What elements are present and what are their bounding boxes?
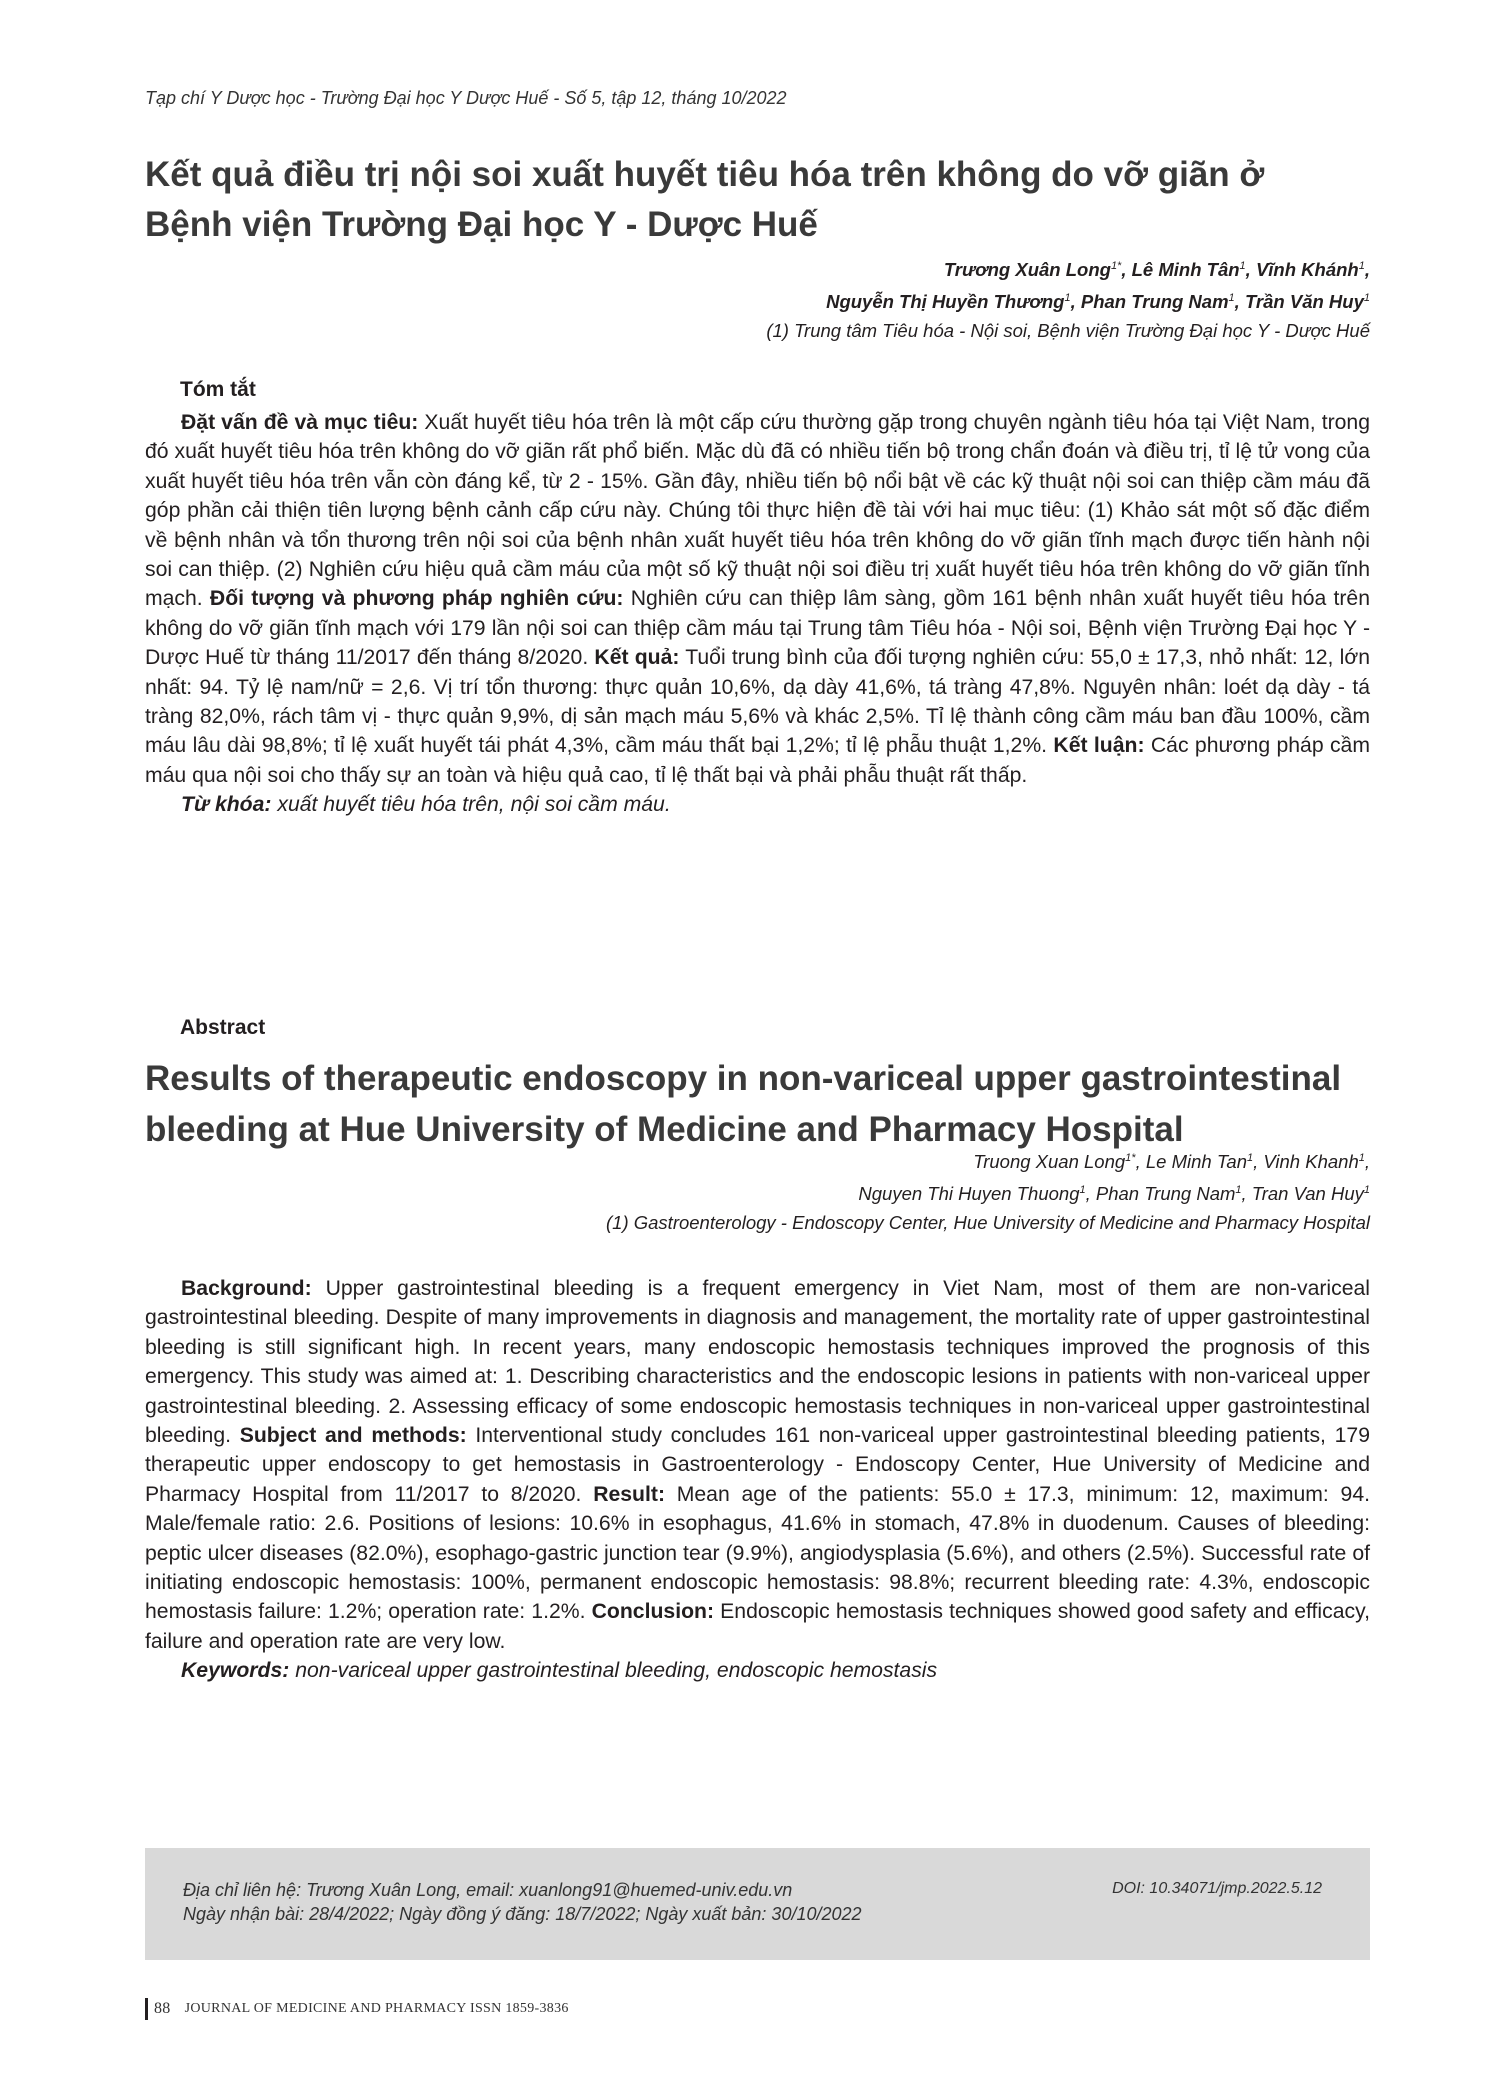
background-text: Upper gastrointestinal bleeding is a frequent emergency in Viet Nam, most of them are non-variceal gastrointestinal bleeding. Despite of many improvements in diagnosis and management, the mortality rate of upper gastrointestinal bleeding is still significant high. In recent years, many endoscopic hemostasis techniques improved the prognosis of this emergency. This study was aimed at: 1. Describing characteristics and the endoscopic lesions in patients with non-variceal upper gastrointestinal bleeding. 2. Assessing efficacy of some endoscopic hemostasis techniques in non-variceal upper gastrointestinal bleeding. <box>145 1277 1370 1448</box>
results-text: Mean age of the patients: 55.0 ± 17.3, minimum: 12, maximum: 94. Male/female ratio: 2.6. Positions of lesions: 10.6% in esophagus, 41.6% in stomach, 47.8% in duodenum. Causes of bleeding: peptic ulcer diseases (82.0%), esophago-gastric junction tear (9.9%), angiodysplasia (5.6%), and others (2.5%). Successful rate of initiating endoscopic hemostasis: 100%, permanent endoscopic hemostasis: 98.8%; recurrent bleeding rate: 4.3%, endoscopic hemostasis failure: 1.2%; operation rate: 1.2%. <box>145 1482 1370 1624</box>
author-affiliation-mark: 1 <box>1235 1184 1242 1197</box>
author-name: Lê Minh Tân <box>1131 259 1240 281</box>
author-line: Nguyen Thi Huyen Thuong$^1$, Phan Trung Nam$^1$, Tran Van Huy$^1$ <box>858 1183 1370 1205</box>
affiliation: (1) Gastroenterology - Endoscopy Center, Hue University of Medicine and Pharmacy Hospital <box>606 1212 1370 1234</box>
author-name: Phan Trung Nam <box>1080 291 1229 313</box>
keywords-label: Từ khóa: <box>181 793 272 817</box>
keywords-line <box>145 790 1370 819</box>
author-name: Vĩnh Khánh <box>1255 259 1359 281</box>
author-line: Nguyễn Thị Huyền Thương$^1$, Phan Trung Nam$^1$, Trần Văn Huy$^1$ <box>826 291 1370 313</box>
author-name: Trần Văn Huy <box>1244 291 1364 313</box>
author-name: Phan Trung Nam <box>1095 1183 1236 1205</box>
footer-divider <box>145 1998 148 2020</box>
author-name: Tran Van Huy <box>1251 1183 1364 1205</box>
conclusion-label: Kết luận: <box>1053 734 1145 758</box>
author-affiliation-mark: 1 <box>1363 1184 1370 1197</box>
conclusion-text: Các phương pháp cầm máu qua nội soi cho thấy sự an toàn và hiệu quả cao, tỉ lệ thất bại và phải phẫu thuật rất thấp. <box>145 734 1370 787</box>
page-footer <box>145 1998 569 2020</box>
author-affiliation-mark: 1 <box>1239 260 1246 272</box>
title-line: Kết quả điều trị nội soi xuất huyết tiêu hóa trên không do vỡ giãn ở <box>145 155 1265 194</box>
author-affiliation-mark: 1 <box>1363 292 1370 305</box>
author-name: Le Minh Tan <box>1145 1151 1247 1173</box>
background-text: Xuất huyết tiêu hóa trên là một cấp cứu thường gặp trong chuyên ngành tiêu hóa tại Việt Nam, trong đó xuất huyết tiêu hóa trên không do vỡ giãn rất phổ biến. Mặc dù đã có nhiều tiến bộ trong chẩn đoán và điều trị, tỉ lệ tử vong của xuất huyết tiêu hóa trên vẫn còn đáng kể, từ 2 - 15%. Gần đây, nhiều tiến bộ nổi bật về các kỹ thuật nội soi can thiệp cầm máu đã góp phần cải thiện tiên lượng bệnh cảnh cấp cứu này. Chúng tôi thực hiện đề tài với hai mục tiêu: (1) Khảo sát một số đặc điểm về bệnh nhân và tổn thương trên nội soi của bệnh nhân xuất huyết tiêu hóa trên không do vỡ giãn tĩnh mạch được tiến hành nội soi can thiệp. (2) Nghiên cứu hiệu quả cầm máu của một số kỹ thuật nội soi điều trị xuất huyết tiêu hóa trên không do vỡ giãn tĩnh mạch. <box>145 411 1370 611</box>
abstract-heading: Abstract <box>180 1016 266 1039</box>
author-name: Nguyễn Thị Huyền Thương <box>826 291 1065 313</box>
author-affiliation-mark: 1* <box>1110 260 1122 272</box>
authors-vietnamese <box>766 252 1370 345</box>
journal-header: Tạp chí Y Dược học - Trường Đại học Y Dược Huế - Số 5, tập 12, tháng 10/2022 <box>145 88 787 108</box>
article-title-english <box>145 1053 1370 1155</box>
author-name: Trương Xuân Long <box>943 259 1111 281</box>
summary-body <box>145 408 1370 820</box>
author-affiliation-mark: 1 <box>1079 1184 1086 1197</box>
author-name: Nguyen Thi Huyen Thuong <box>858 1183 1080 1205</box>
abstract-body <box>145 1274 1370 1686</box>
affiliation: (1) Trung tâm Tiêu hóa - Nội soi, Bệnh viện Trường Đại học Y - Dược Huế <box>766 320 1370 342</box>
summary-heading: Tóm tắt <box>180 378 256 401</box>
methods-label: Subject and methods: <box>239 1424 467 1448</box>
methods-text: Interventional study concludes 161 non-variceal upper gastrointestinal bleeding patients, 179 therapeutic upper endoscopy to get hemostasis in Gastroenterology - Endoscopy Center, Hue University of Medicine and Pharmacy Hospital from 11/2017 to 8/2020. <box>145 1424 1371 1506</box>
conclusion-label: Conclusion: <box>591 1600 715 1624</box>
journal-name: JOURNAL OF MEDICINE AND PHARMACY ISSN 1859-3836 <box>184 2001 569 2016</box>
author-affiliation-mark: 1 <box>1228 292 1235 305</box>
results-label: Result: <box>593 1482 665 1506</box>
background-label: Đặt vấn đề và mục tiêu: <box>181 411 419 434</box>
author-name: Vinh Khanh <box>1263 1151 1359 1173</box>
author-affiliation-mark: 1* <box>1125 1152 1136 1164</box>
author-affiliation-mark: 1 <box>1064 292 1071 305</box>
keywords-line <box>145 1656 1370 1685</box>
results-label: Kết quả: <box>594 646 680 670</box>
author-affiliation-mark: 1 <box>1247 1152 1254 1164</box>
author-line: Truong Xuan Long$^{1*}$, Le Minh Tan$^1$, Vinh Khanh$^1$, <box>973 1151 1370 1173</box>
authors-english <box>606 1144 1370 1237</box>
keywords-label: Keywords: <box>181 1659 290 1683</box>
contact-box <box>145 1848 1370 1960</box>
publication-dates: Ngày nhận bài: 28/4/2022; Ngày đồng ý đăng: 18/7/2022; Ngày xuất bản: 30/10/2022 <box>183 1904 862 1924</box>
author-name: Truong Xuan Long <box>973 1151 1126 1173</box>
conclusion-text: Endoscopic hemostasis techniques showed good safety and efficacy, failure and operation rate are very low. <box>145 1600 1370 1653</box>
article-title-vietnamese <box>145 150 1370 250</box>
author-affiliation-mark: 1 <box>1358 1152 1365 1164</box>
author-affiliation-mark: 1 <box>1358 260 1365 272</box>
contact-info <box>183 1878 862 1926</box>
title-line: Results of therapeutic endoscopy in non-variceal upper gastrointestinal <box>145 1059 1342 1098</box>
doi: DOI: 10.34071/jmp.2022.5.12 <box>1112 1880 1322 1897</box>
methods-label: Đối tượng và phương pháp nghiên cứu: <box>209 587 624 611</box>
methods-text: Nghiên cứu can thiệp lâm sàng, gồm 161 bệnh nhân xuất huyết tiêu hóa trên không do vỡ giãn tĩnh mạch với 179 lần nội soi can thiệp cầm máu tại Trung tâm Tiêu hóa - Nội soi, Bệnh viện Trường Đại học Y - Dược Huế từ tháng 11/2017 đến tháng 8/2020. <box>145 587 1370 670</box>
author-line: Trương Xuân Long$^{1*}$, Lê Minh Tân$^1$, Vĩnh Khánh$^1$, <box>943 259 1370 281</box>
page-number: 88 <box>154 2000 171 2017</box>
results-text: Tuổi trung bình của đối tượng nghiên cứu: 55,0 ± 17,3, nhỏ nhất: 12, lớn nhất: 94. Tỷ lệ nam/nữ = 2,6. Vị trí tổn thương: thực quản 10,6%, dạ dày 41,6%, tá tràng 47,8%. Nguyên nhân: loét dạ dày - tá tràng 82,0%, rách tâm vị - thực quản 9,9%, dị sản mạch máu 5,6% và khác 2,5%. Tỉ lệ thành công cầm máu ban đầu 100%, cầm máu lâu dài 98,8%; tỉ lệ xuất huyết tái phát 4,3%, cầm máu thất bại 1,2%; tỉ lệ phẫu thuật 1,2%. <box>145 646 1370 758</box>
background-label: Background: <box>181 1277 312 1300</box>
keywords-text: non-variceal upper gastrointestinal bleeding, endoscopic hemostasis <box>289 1659 938 1683</box>
title-line: Bệnh viện Trường Đại học Y - Dược Huế <box>145 205 818 244</box>
contact-address: Địa chỉ liên hệ: Trương Xuân Long, email: xuanlong91@huemed-univ.edu.vn <box>183 1880 793 1900</box>
keywords-text: xuất huyết tiêu hóa trên, nội soi cầm máu. <box>271 793 671 817</box>
title-line: bleeding at Hue University of Medicine and Pharmacy Hospital <box>145 1110 1184 1149</box>
